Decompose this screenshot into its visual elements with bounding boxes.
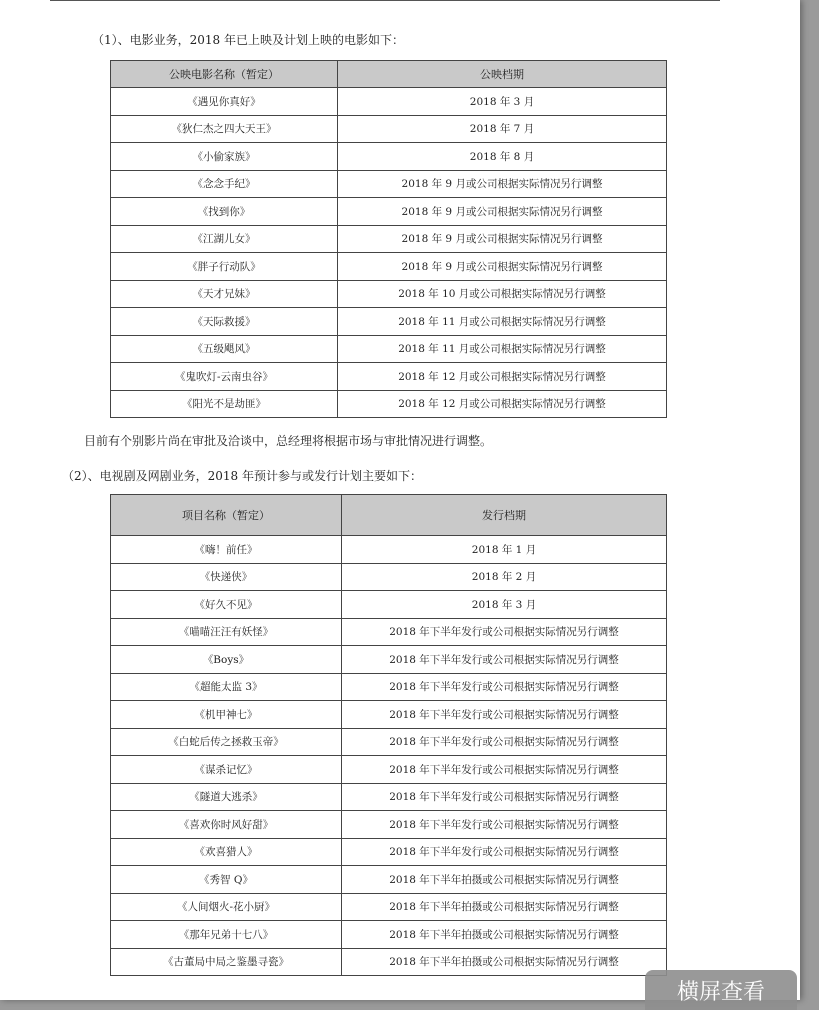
title-cell: 《天际救援》 (111, 308, 338, 336)
table-row (111, 673, 667, 701)
schedule-cell: 2018 年下半年拍摄或公司根据实际情况另行调整 (342, 921, 667, 949)
title-cell: 《喵喵汪汪有妖怪》 (111, 618, 342, 646)
top-divider (50, 0, 720, 1)
schedule-cell: 2018 年 1 月 (342, 536, 667, 564)
table-row (111, 115, 667, 143)
schedule-cell: 2018 年 3 月 (342, 591, 667, 619)
title-cell: 《隧道大逃杀》 (111, 783, 342, 811)
table-row (111, 170, 667, 198)
schedule-cell: 2018 年下半年发行或公司根据实际情况另行调整 (342, 673, 667, 701)
section2-intro: （2）、电视剧及网剧业务，2018 年预计参与或发行计划主要如下： (62, 469, 422, 483)
table-row (111, 618, 667, 646)
schedule-cell: 2018 年下半年发行或公司根据实际情况另行调整 (342, 783, 667, 811)
schedule-cell: 2018 年 11 月或公司根据实际情况另行调整 (338, 308, 667, 336)
schedule-cell: 2018 年 11 月或公司根据实际情况另行调整 (338, 335, 667, 363)
title-cell: 《秀智 Q》 (111, 866, 342, 894)
film-release-table (110, 60, 667, 418)
title-cell: 《鬼吹灯-云南虫谷》 (111, 363, 338, 391)
title-cell: 《嗨！前任》 (111, 536, 342, 564)
table-row (111, 866, 667, 894)
title-cell: 《喜欢你时风好甜》 (111, 811, 342, 839)
table-row (111, 363, 667, 391)
section1-note: 目前有个别影片尚在审批及洽谈中，总经理将根据市场与审批情况进行调整。 (84, 434, 493, 448)
schedule-cell: 2018 年 9 月或公司根据实际情况另行调整 (338, 198, 667, 226)
schedule-cell: 2018 年下半年发行或公司根据实际情况另行调整 (342, 811, 667, 839)
table-row (111, 948, 667, 976)
table-row (111, 88, 667, 116)
title-cell: 《好久不见》 (111, 591, 342, 619)
schedule-cell: 2018 年下半年拍摄或公司根据实际情况另行调整 (342, 866, 667, 894)
table-header-row (111, 495, 667, 536)
title-cell: 《古董局中局之鉴墨寻瓷》 (111, 948, 342, 976)
title-cell: 《机甲神七》 (111, 701, 342, 729)
table-row (111, 756, 667, 784)
title-cell: 《人间烟火-花小厨》 (111, 893, 342, 921)
column-header-title: 项目名称（暂定） (111, 495, 342, 536)
schedule-cell: 2018 年 9 月或公司根据实际情况另行调整 (338, 225, 667, 253)
table-row (111, 893, 667, 921)
title-cell: 《江湖儿女》 (111, 225, 338, 253)
title-cell: 《快递侠》 (111, 563, 342, 591)
schedule-cell: 2018 年 9 月或公司根据实际情况另行调整 (338, 253, 667, 281)
schedule-cell: 2018 年 12 月或公司根据实际情况另行调整 (338, 390, 667, 418)
title-cell: 《天才兄妹》 (111, 280, 338, 308)
title-cell: 《欢喜猎人》 (111, 838, 342, 866)
table-row (111, 536, 667, 564)
table-header-row (111, 61, 667, 88)
table-row (111, 838, 667, 866)
table-row (111, 143, 667, 171)
table-row (111, 308, 667, 336)
schedule-cell: 2018 年 3 月 (338, 88, 667, 116)
table-row (111, 198, 667, 226)
schedule-cell: 2018 年下半年拍摄或公司根据实际情况另行调整 (342, 893, 667, 921)
title-cell: 《超能太监 3》 (111, 673, 342, 701)
section1-intro: （1）、电影业务，2018 年已上映及计划上映的电影如下： (92, 33, 404, 47)
schedule-cell: 2018 年下半年发行或公司根据实际情况另行调整 (342, 756, 667, 784)
schedule-cell: 2018 年 2 月 (342, 563, 667, 591)
title-cell: 《小偷家族》 (111, 143, 338, 171)
title-cell: 《遇见你真好》 (111, 88, 338, 116)
schedule-cell: 2018 年 9 月或公司根据实际情况另行调整 (338, 170, 667, 198)
schedule-cell: 2018 年 7 月 (338, 115, 667, 143)
schedule-cell: 2018 年下半年拍摄或公司根据实际情况另行调整 (342, 948, 667, 976)
table-row (111, 390, 667, 418)
column-header-schedule: 公映档期 (338, 61, 667, 88)
schedule-cell: 2018 年下半年发行或公司根据实际情况另行调整 (342, 701, 667, 729)
title-cell: 《胖子行动队》 (111, 253, 338, 281)
table-row (111, 783, 667, 811)
schedule-cell: 2018 年下半年发行或公司根据实际情况另行调整 (342, 728, 667, 756)
schedule-cell: 2018 年 12 月或公司根据实际情况另行调整 (338, 363, 667, 391)
table-row (111, 811, 667, 839)
title-cell: 《五级飓风》 (111, 335, 338, 363)
title-cell: 《阳光不是劫匪》 (111, 390, 338, 418)
column-header-title: 公映电影名称（暂定） (111, 61, 338, 88)
tv-series-table (110, 494, 667, 976)
table-row (111, 591, 667, 619)
table-row (111, 225, 667, 253)
schedule-cell: 2018 年 10 月或公司根据实际情况另行调整 (338, 280, 667, 308)
schedule-cell: 2018 年 8 月 (338, 143, 667, 171)
title-cell: 《Boys》 (111, 646, 342, 674)
title-cell: 《谋杀记忆》 (111, 756, 342, 784)
title-cell: 《白蛇后传之拯救玉帝》 (111, 728, 342, 756)
table-row (111, 728, 667, 756)
table-row (111, 253, 667, 281)
table-row (111, 701, 667, 729)
title-cell: 《狄仁杰之四大天王》 (111, 115, 338, 143)
schedule-cell: 2018 年下半年发行或公司根据实际情况另行调整 (342, 646, 667, 674)
table-row (111, 563, 667, 591)
title-cell: 《念念手纪》 (111, 170, 338, 198)
title-cell: 《那年兄弟十七八》 (111, 921, 342, 949)
table-row (111, 646, 667, 674)
table-row (111, 921, 667, 949)
column-header-schedule: 发行档期 (342, 495, 667, 536)
title-cell: 《找到你》 (111, 198, 338, 226)
table-row (111, 280, 667, 308)
landscape-view-badge[interactable]: 横屏查看 (645, 970, 797, 1010)
schedule-cell: 2018 年下半年发行或公司根据实际情况另行调整 (342, 838, 667, 866)
schedule-cell: 2018 年下半年发行或公司根据实际情况另行调整 (342, 618, 667, 646)
table-row (111, 335, 667, 363)
